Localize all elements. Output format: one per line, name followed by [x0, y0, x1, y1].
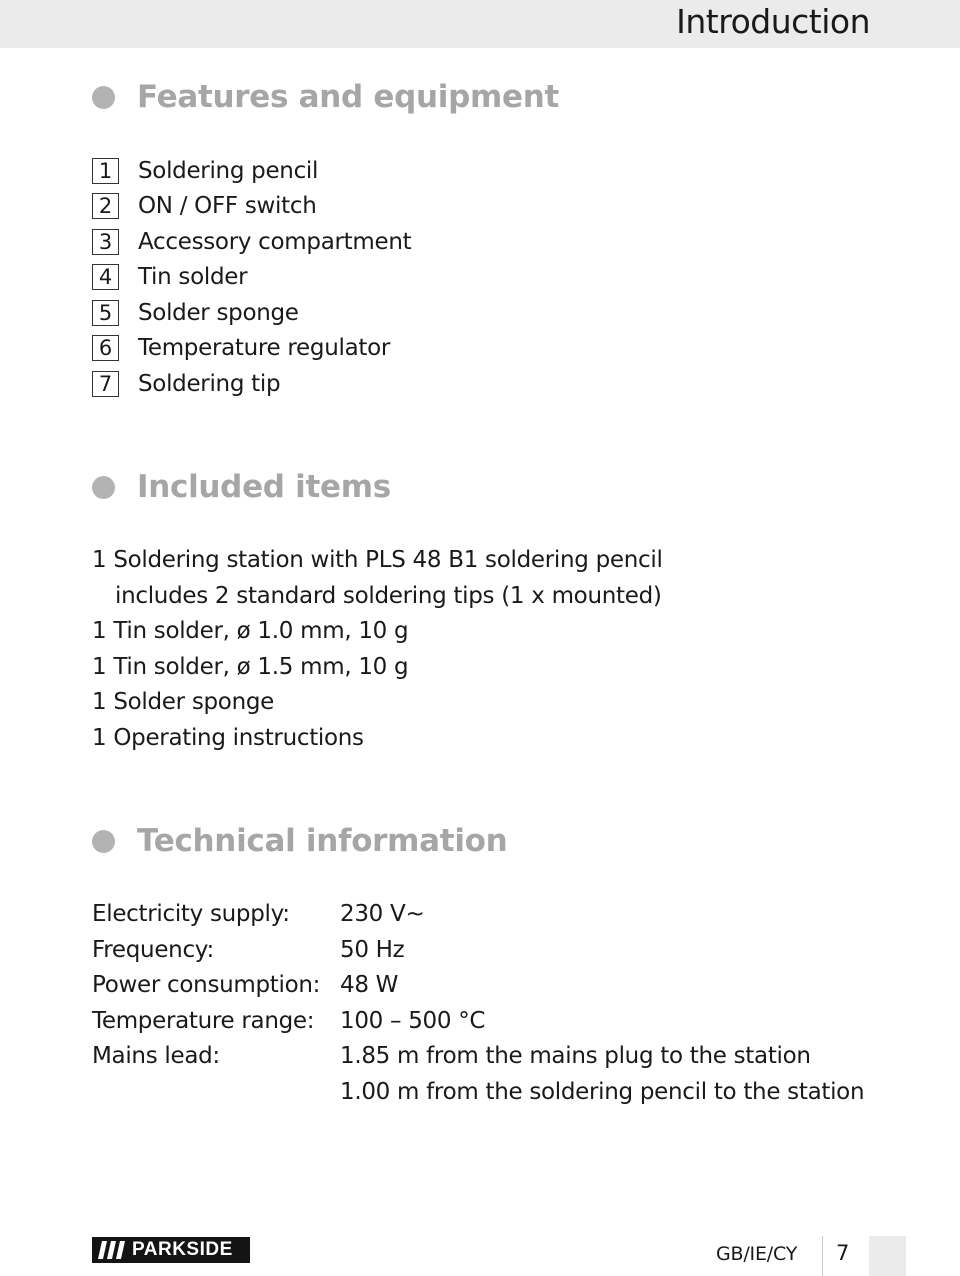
list-item [92, 331, 411, 367]
spec-value: 48 W [340, 972, 399, 998]
bullet-icon [92, 830, 115, 853]
header-bar [0, 0, 960, 48]
spec-row [92, 1075, 864, 1111]
footer-tab [869, 1236, 906, 1276]
spec-label [92, 1075, 340, 1111]
spec-label: Temperature range: [92, 1007, 315, 1034]
included-list [92, 543, 663, 756]
list-item [92, 260, 411, 296]
item-label: Soldering pencil [138, 157, 319, 184]
spec-label: Power consumption: [92, 972, 321, 998]
item-label: Temperature regulator [138, 335, 391, 362]
spec-label: Electricity supply: [92, 901, 290, 927]
item-label: Tin solder [138, 264, 248, 291]
spec-value: 100 – 500 °C [340, 1007, 486, 1034]
features-heading [92, 77, 559, 117]
included-line: 1 Tin solder, ø 1.5 mm, 10 g [92, 653, 409, 680]
item-number: 4 [92, 264, 119, 290]
item-number: 3 [92, 229, 119, 255]
list-item [92, 366, 411, 402]
included-heading-text: Included items [137, 469, 391, 505]
included-line: 1 Solder sponge [92, 689, 275, 715]
technical-heading-text: Technical information [137, 823, 508, 859]
language-codes: GB/IE/CY [716, 1243, 798, 1265]
item-label: Accessory compartment [138, 228, 412, 255]
spec-label: Frequency: [92, 936, 214, 963]
technical-heading [92, 821, 507, 861]
page-title: Introduction [676, 2, 870, 41]
item-label: Solder sponge [138, 299, 299, 326]
included-heading [92, 467, 391, 507]
logo-stripes-icon [98, 1239, 128, 1261]
item-number: 6 [92, 335, 119, 361]
page-number: 7 [836, 1241, 850, 1265]
bullet-icon [92, 476, 115, 499]
item-label: Soldering tip [138, 370, 281, 397]
spec-value: 230 V~ [340, 901, 425, 927]
spec-label: Mains lead: [92, 1043, 220, 1069]
included-line: 1 Tin solder, ø 1.0 mm, 10 g [92, 618, 409, 644]
footer-divider [822, 1236, 823, 1276]
spec-row [92, 968, 864, 1004]
list-item [92, 295, 411, 331]
item-number: 5 [92, 300, 119, 326]
included-line: 1 Soldering station with PLS 48 B1 soldering pencil [92, 547, 663, 573]
spec-value: 1.85 m from the mains plug to the station [340, 1043, 811, 1069]
spec-value: 1.00 m from the soldering pencil to the station [340, 1078, 865, 1105]
item-number: 7 [92, 371, 119, 397]
parkside-logo [92, 1237, 250, 1263]
brand-name: PARKSIDE [132, 1239, 233, 1260]
item-number: 2 [92, 193, 119, 219]
features-heading-text: Features and equipment [137, 79, 559, 115]
bullet-icon [92, 86, 115, 109]
spec-row [92, 1004, 864, 1040]
list-item [92, 224, 411, 260]
spec-row [92, 1039, 864, 1075]
included-line: includes 2 standard soldering tips (1 x mounted) [115, 582, 662, 609]
spec-table [92, 897, 864, 1110]
item-label: ON / OFF switch [138, 193, 317, 220]
list-item [92, 153, 411, 189]
list-item [92, 189, 411, 225]
spec-row [92, 933, 864, 969]
spec-value: 50 Hz [340, 936, 405, 963]
features-list [92, 153, 411, 402]
spec-row [92, 897, 864, 933]
included-line: 1 Operating instructions [92, 724, 364, 751]
item-number: 1 [92, 158, 119, 184]
